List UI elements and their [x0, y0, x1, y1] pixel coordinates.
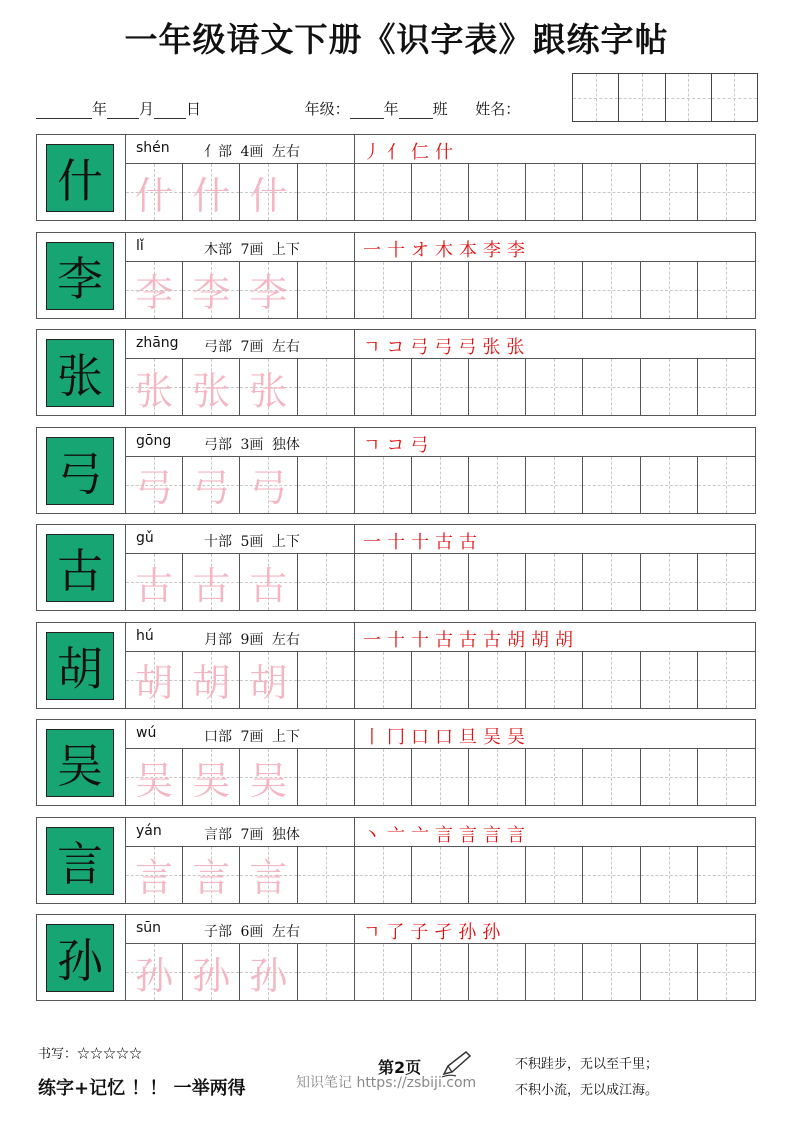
stroke-step: 丿	[363, 142, 387, 163]
trace-char: 弓	[249, 466, 288, 510]
practice-row	[126, 262, 755, 318]
stroke-step: 李	[507, 239, 531, 261]
pinyin: gōng	[136, 432, 172, 449]
practice-cell[interactable]	[526, 262, 583, 318]
practice-cell[interactable]	[526, 749, 583, 805]
structure: 独体	[271, 436, 300, 453]
stroke-step: 言	[435, 824, 459, 846]
stroke-step: 孙	[458, 922, 483, 943]
trace-char: 李	[135, 271, 174, 315]
char-badge: 什	[46, 144, 114, 212]
stroke-step: 古	[459, 532, 483, 553]
stroke-order	[355, 135, 755, 164]
practice-cell[interactable]	[183, 554, 240, 610]
stroke-step: 张	[482, 337, 507, 358]
stroke-step: 仁	[411, 142, 435, 163]
practice-cell[interactable]	[412, 359, 469, 415]
practice-cell[interactable]	[412, 554, 469, 610]
practice-cell[interactable]	[583, 359, 640, 415]
stroke-step: 弓	[458, 337, 483, 358]
practice-cell[interactable]	[240, 749, 297, 805]
practice-cell[interactable]	[240, 847, 297, 903]
practice-cell[interactable]	[698, 359, 755, 415]
char-block	[36, 817, 756, 904]
stroke-count: 9画	[240, 631, 264, 648]
stroke-count: 3画	[240, 436, 264, 453]
pinyin: zhāng	[136, 335, 179, 351]
practice-cell[interactable]	[240, 164, 297, 220]
stroke-step: 胡	[507, 629, 531, 651]
practice-row	[126, 652, 755, 708]
char-display	[37, 428, 126, 513]
char-block	[36, 719, 756, 806]
practice-cell[interactable]	[240, 457, 297, 513]
structure: 左右	[271, 339, 300, 355]
practice-row	[126, 359, 755, 415]
practice-cell[interactable]	[126, 164, 183, 220]
char-badge: 言	[46, 827, 114, 895]
stroke-order	[355, 525, 755, 554]
char-info	[126, 233, 355, 262]
practice-cell[interactable]	[526, 652, 583, 708]
stroke-step: 亠	[411, 824, 435, 846]
stroke-step: 言	[483, 824, 507, 846]
slogan: 练字+记忆 ！！ 一举两得	[38, 1078, 246, 1099]
stroke-order	[355, 720, 755, 749]
practice-cell[interactable]	[183, 847, 240, 903]
stroke-step: 孙	[482, 922, 507, 943]
practice-cell[interactable]	[183, 359, 240, 415]
stroke-step: ㄱ	[363, 337, 387, 358]
practice-cell[interactable]	[183, 262, 240, 318]
char-info	[126, 135, 355, 164]
char-meta	[204, 141, 300, 161]
practice-cell[interactable]	[183, 457, 240, 513]
practice-cell[interactable]	[412, 944, 469, 1000]
name-cell[interactable]	[666, 74, 712, 121]
char-info	[126, 428, 355, 457]
trace-char: 言	[135, 856, 174, 900]
class-blank[interactable]	[399, 102, 433, 119]
stroke-step: 十	[411, 629, 435, 651]
stroke-step: 十	[387, 239, 411, 261]
stroke-count: 6画	[240, 924, 264, 940]
stroke-count: 7画	[240, 729, 264, 745]
char-display	[37, 135, 126, 220]
trace-char: 弓	[192, 466, 231, 510]
trace-char: 弓	[135, 466, 174, 510]
stroke-step: 一	[363, 532, 387, 553]
stroke-step: 旦	[459, 727, 483, 748]
stroke-step: 吴	[483, 727, 507, 748]
practice-cell[interactable]	[698, 652, 755, 708]
stroke-step: 十	[411, 532, 435, 553]
day-blank[interactable]	[154, 102, 186, 119]
practice-cell[interactable]	[583, 944, 640, 1000]
char-block	[36, 622, 756, 709]
grade-blank[interactable]	[350, 102, 384, 119]
name-cell[interactable]	[573, 74, 619, 121]
year-blank[interactable]	[36, 102, 92, 119]
stroke-step: 丶	[363, 824, 387, 846]
practice-cell[interactable]	[126, 749, 183, 805]
char-display	[37, 525, 126, 610]
stroke-count: 7画	[240, 241, 264, 258]
practice-cell[interactable]	[412, 847, 469, 903]
stroke-step: 冂	[387, 727, 411, 748]
structure: 左右	[271, 144, 300, 160]
char-badge: 胡	[46, 632, 114, 700]
practice-cell[interactable]	[298, 749, 355, 805]
trace-char: 张	[192, 368, 231, 413]
stroke-count: 5画	[240, 534, 264, 550]
practice-cell[interactable]	[298, 652, 355, 708]
practice-cell[interactable]	[469, 262, 526, 318]
practice-cell[interactable]	[412, 164, 469, 220]
structure: 独体	[271, 826, 300, 843]
stroke-step: ㄱ	[363, 434, 387, 456]
practice-cell[interactable]	[469, 749, 526, 805]
char-meta	[204, 921, 300, 941]
trace-char: 吴	[192, 758, 231, 803]
char-info	[126, 720, 355, 749]
practice-cell[interactable]	[641, 749, 698, 805]
char-info	[126, 818, 355, 847]
practice-cell[interactable]	[641, 262, 698, 318]
char-display	[37, 818, 126, 903]
practice-cell[interactable]	[641, 652, 698, 708]
trace-char: 张	[135, 368, 174, 413]
practice-cell[interactable]	[526, 359, 583, 415]
stroke-step: 子	[410, 922, 435, 943]
char-meta	[204, 629, 300, 649]
practice-cell[interactable]	[240, 944, 297, 1000]
practice-cell[interactable]	[641, 944, 698, 1000]
practice-cell[interactable]	[469, 457, 526, 513]
practice-cell[interactable]	[698, 164, 755, 220]
rating: 书写：☆☆☆☆☆	[38, 1047, 143, 1062]
stroke-order	[355, 623, 755, 652]
practice-cell[interactable]	[641, 847, 698, 903]
practice-row	[126, 554, 755, 610]
practice-cell[interactable]	[298, 457, 355, 513]
practice-cell[interactable]	[355, 359, 412, 415]
practice-cell[interactable]	[469, 554, 526, 610]
practice-cell[interactable]	[469, 652, 526, 708]
practice-cell[interactable]	[412, 457, 469, 513]
radical: 弓部	[204, 339, 232, 355]
char-info	[126, 525, 355, 554]
practice-cell[interactable]	[412, 262, 469, 318]
stroke-step: 十	[387, 532, 411, 553]
char-meta	[204, 336, 300, 356]
stroke-order	[355, 428, 755, 457]
char-block	[36, 134, 756, 221]
practice-cell[interactable]	[298, 164, 355, 220]
char-display	[37, 915, 126, 1000]
char-block	[36, 914, 756, 1001]
practice-cell[interactable]	[355, 164, 412, 220]
practice-cell[interactable]	[126, 359, 183, 415]
char-badge: 李	[46, 242, 114, 310]
practice-cell[interactable]	[526, 457, 583, 513]
name-cell[interactable]	[619, 74, 665, 121]
stroke-step: 弓	[410, 337, 435, 358]
stroke-step: 言	[507, 824, 531, 846]
practice-cell[interactable]	[126, 944, 183, 1000]
structure: 左右	[271, 924, 300, 940]
char-badge: 弓	[46, 437, 114, 505]
stroke-step: 言	[459, 824, 483, 846]
watermark: 知识笔记 https://zsbiji.com	[296, 1075, 477, 1091]
stroke-step: 胡	[531, 629, 555, 651]
stroke-order	[355, 330, 755, 359]
pinyin: sūn	[136, 920, 162, 936]
stroke-step: 李	[483, 239, 507, 261]
stroke-step: 一	[363, 239, 387, 261]
stroke-count: 4画	[240, 144, 264, 160]
trace-char: 李	[249, 271, 288, 315]
practice-cell[interactable]	[698, 847, 755, 903]
practice-cell[interactable]	[240, 554, 297, 610]
pinyin: shén	[136, 140, 170, 156]
practice-cell[interactable]	[526, 944, 583, 1000]
char-badge: 张	[46, 339, 114, 407]
practice-cell[interactable]	[698, 749, 755, 805]
quote-line-1: 不积跬步，无以至千里；	[515, 1057, 659, 1072]
char-meta	[204, 239, 300, 259]
trace-char: 李	[192, 271, 231, 315]
trace-char: 什	[192, 173, 231, 218]
char-display	[37, 330, 126, 415]
trace-char: 孙	[249, 953, 288, 998]
practice-cell[interactable]	[355, 262, 412, 318]
stroke-step: 口	[411, 727, 435, 748]
practice-cell[interactable]	[469, 164, 526, 220]
practice-cell[interactable]	[183, 164, 240, 220]
practice-row	[126, 164, 755, 220]
practice-cell[interactable]	[583, 262, 640, 318]
char-meta	[204, 531, 300, 551]
radical: 十部	[204, 534, 232, 550]
char-info	[126, 330, 355, 359]
char-badge: 孙	[46, 924, 114, 992]
radical: 言部	[204, 826, 232, 843]
stroke-step: コ	[386, 337, 411, 358]
practice-cell[interactable]	[298, 554, 355, 610]
practice-cell[interactable]	[298, 359, 355, 415]
practice-cell[interactable]	[583, 652, 640, 708]
stroke-step: 丨	[363, 727, 387, 748]
practice-cell[interactable]	[641, 164, 698, 220]
char-badge: 吴	[46, 729, 114, 797]
stroke-step: コ	[386, 434, 411, 456]
practice-cell[interactable]	[641, 554, 698, 610]
char-meta	[204, 824, 300, 844]
stroke-step: 孑	[434, 922, 459, 943]
structure: 上下	[271, 241, 300, 258]
practice-row	[126, 457, 755, 513]
stroke-step: 古	[435, 532, 459, 553]
practice-cell[interactable]	[583, 164, 640, 220]
practice-cell[interactable]	[469, 359, 526, 415]
radical: 木部	[204, 241, 232, 258]
practice-cell[interactable]	[298, 262, 355, 318]
practice-cell[interactable]	[469, 944, 526, 1000]
page-number: 第2页	[378, 1058, 422, 1077]
char-display	[37, 720, 126, 805]
stroke-step: オ	[411, 239, 435, 261]
practice-cell[interactable]	[698, 554, 755, 610]
trace-char: 孙	[135, 953, 174, 998]
radical: 弓部	[204, 436, 232, 453]
trace-char: 什	[135, 173, 174, 218]
trace-char: 言	[249, 856, 288, 900]
name-label: 姓名：	[475, 100, 521, 118]
practice-cell[interactable]	[698, 944, 755, 1000]
practice-cell[interactable]	[355, 847, 412, 903]
practice-cell[interactable]	[298, 847, 355, 903]
stroke-step: 古	[435, 629, 459, 651]
trace-char: 胡	[135, 661, 174, 705]
practice-cell[interactable]	[698, 262, 755, 318]
structure: 上下	[271, 534, 300, 550]
practice-cell[interactable]	[641, 359, 698, 415]
practice-cell[interactable]	[126, 652, 183, 708]
trace-char: 吴	[249, 758, 288, 803]
practice-cell[interactable]	[240, 652, 297, 708]
stroke-count: 7画	[240, 339, 264, 355]
trace-char: 古	[135, 563, 174, 608]
radical: 月部	[204, 631, 232, 648]
stroke-count: 7画	[240, 826, 264, 843]
char-display	[37, 623, 126, 708]
stroke-order	[355, 233, 755, 262]
stroke-order	[355, 915, 755, 944]
practice-cell[interactable]	[183, 652, 240, 708]
practice-cell[interactable]	[583, 749, 640, 805]
stroke-step: 弓	[410, 434, 435, 456]
practice-cell[interactable]	[355, 554, 412, 610]
practice-row	[126, 749, 755, 805]
trace-char: 孙	[192, 953, 231, 998]
practice-cell[interactable]	[355, 944, 412, 1000]
char-block	[36, 329, 756, 416]
practice-cell[interactable]	[355, 457, 412, 513]
pinyin: hú	[136, 627, 154, 644]
month-blank[interactable]	[107, 102, 139, 119]
trace-char: 古	[249, 563, 288, 608]
structure: 上下	[271, 729, 300, 745]
pinyin: gǔ	[136, 530, 154, 546]
practice-cell[interactable]	[526, 554, 583, 610]
practice-row	[126, 944, 755, 1000]
stroke-order	[355, 818, 755, 847]
practice-cell[interactable]	[240, 359, 297, 415]
char-block	[36, 427, 756, 514]
char-meta	[204, 434, 300, 454]
radical: 口部	[204, 729, 232, 745]
practice-cell[interactable]	[469, 847, 526, 903]
radical: 子部	[204, 924, 232, 940]
name-cell[interactable]	[712, 74, 757, 121]
radical: 亻部	[204, 144, 232, 160]
practice-cell[interactable]	[240, 262, 297, 318]
stroke-step: 本	[459, 239, 483, 261]
practice-cell[interactable]	[126, 262, 183, 318]
stroke-step: ㄱ	[363, 922, 387, 943]
practice-cell[interactable]	[698, 457, 755, 513]
pinyin: yán	[136, 822, 162, 839]
stroke-step: 了	[386, 922, 411, 943]
trace-char: 吴	[135, 758, 174, 803]
practice-cell[interactable]	[298, 944, 355, 1000]
practice-cell[interactable]	[126, 847, 183, 903]
practice-cell[interactable]	[126, 554, 183, 610]
pinyin: lǐ	[136, 237, 144, 254]
trace-char: 张	[249, 368, 288, 413]
trace-char: 言	[192, 856, 231, 900]
page-title: 一年级语文下册《识字表》跟练字帖	[124, 20, 669, 59]
name-grid[interactable]	[572, 73, 758, 122]
stroke-step: 古	[459, 629, 483, 651]
trace-char: 古	[192, 563, 231, 608]
practice-cell[interactable]	[583, 554, 640, 610]
char-meta	[204, 726, 300, 746]
practice-cell[interactable]	[412, 652, 469, 708]
practice-cell[interactable]	[412, 749, 469, 805]
pinyin: wú	[136, 725, 157, 741]
stroke-step: 口	[435, 727, 459, 748]
stroke-step: 亠	[387, 824, 411, 846]
char-block	[36, 232, 756, 319]
practice-row	[126, 847, 755, 903]
practice-cell[interactable]	[583, 847, 640, 903]
practice-cell[interactable]	[526, 164, 583, 220]
practice-cell[interactable]	[583, 457, 640, 513]
trace-char: 什	[249, 173, 288, 218]
stroke-step: 胡	[555, 629, 579, 651]
stroke-step: 什	[435, 142, 459, 163]
practice-cell[interactable]	[126, 457, 183, 513]
char-info	[126, 915, 355, 944]
char-block	[36, 524, 756, 611]
trace-char: 胡	[192, 661, 231, 705]
stroke-step: 十	[387, 629, 411, 651]
stroke-step: 弓	[434, 337, 459, 358]
practice-cell[interactable]	[641, 457, 698, 513]
char-info	[126, 623, 355, 652]
char-display	[37, 233, 126, 318]
practice-cell[interactable]	[355, 749, 412, 805]
stroke-step: 亻	[387, 142, 411, 163]
practice-cell[interactable]	[183, 749, 240, 805]
date-class-row: 年 月 日 年级： 年 班 姓名：	[36, 98, 520, 120]
char-badge: 古	[46, 534, 114, 602]
trace-char: 胡	[249, 661, 288, 705]
stroke-step: 木	[435, 239, 459, 261]
practice-cell[interactable]	[526, 847, 583, 903]
stroke-step: 张	[506, 337, 531, 358]
stroke-step: 吴	[507, 727, 531, 748]
structure: 左右	[271, 631, 300, 648]
practice-cell[interactable]	[355, 652, 412, 708]
practice-cell[interactable]	[183, 944, 240, 1000]
stroke-step: 一	[363, 629, 387, 651]
stroke-step: 古	[483, 629, 507, 651]
quote-line-2: 不积小流，无以成江海。	[515, 1083, 659, 1098]
